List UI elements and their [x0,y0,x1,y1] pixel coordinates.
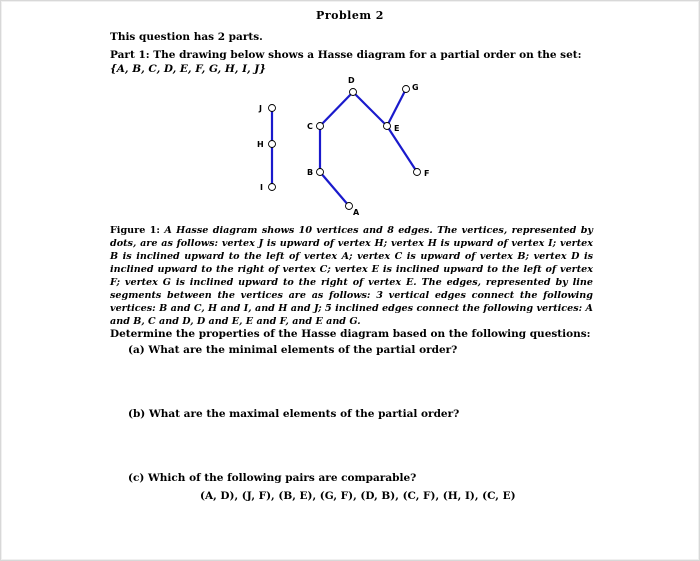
comparable-pairs: (A, D), (J, F), (B, E), (G, F), (D, B), (C, F), (H, I), (C, E) [200,490,516,502]
label-a: A [353,208,360,217]
vertex-e [384,123,391,130]
figure-caption [110,224,593,328]
question-c-label: (c) [128,472,145,484]
question-c-text: Which of the following pairs are comparable? [148,472,417,484]
instruction-text: Determine the properties of the Hasse diagram based on the following questions: [110,328,591,340]
question-b-label: (b) [128,408,146,420]
diagram-labels [257,76,429,217]
label-d: D [348,76,355,85]
edge-a-b [320,172,349,206]
vertex-g [403,86,410,93]
label-h: H [257,140,264,149]
question-a-label: (a) [128,344,145,356]
vertex-i [269,184,276,191]
vertex-d [350,89,357,96]
page-title: Problem 2 [316,9,384,22]
question-a-text: What are the minimal elements of the partial order? [148,344,458,356]
part1-label: Part 1: [110,49,150,61]
label-i: I [260,183,263,192]
intro-text: This question has 2 parts. [110,31,263,43]
label-c: C [307,122,313,131]
vertex-c [317,123,324,130]
label-g: G [412,83,419,92]
edge-e-f [387,126,417,172]
question-b [128,408,459,420]
figure-label: Figure 1: [110,225,160,236]
figure-caption-text: A Hasse diagram shows 10 vertices and 8 edges. The vertices, represented by dots, are as follows: vertex J is upward of vertex H; vertex H is upward of vertex I; vertex B is inclined upward to the left of vertex A; vertex C is upward of vertex B; vertex D is inclined upward to the right of vertex C; vertex E is inclined upward to the left of vertex F; vertex G is inclined upward to the right of vertex E. The edges, represented by line segments between the vertices are as follows: 3 vertical edges connect the following vertices: B and C, H and I, and H and J; 5 inclined edges connect the following vertices: A and B, C and D, D and E, E and F, and E and G. [110,225,593,327]
part1-text: The drawing below shows a Hasse diagram for a partial order on the set: [149,49,582,61]
vertex-set: {A, B, C, D, E, F, G, H, I, J} [110,63,267,75]
label-f: F [424,169,430,178]
edge-e-g [387,89,406,126]
vertex-j [269,105,276,112]
vertex-f [414,169,421,176]
label-j: J [259,104,262,113]
question-c [128,472,416,484]
edge-d-e [353,92,387,126]
vertex-b [317,169,324,176]
question-b-text: What are the maximal elements of the partial order? [148,408,460,420]
vertex-a [346,203,353,210]
label-e: E [394,124,400,133]
label-b: B [307,168,314,177]
diagram-edges [272,89,417,206]
vertex-h [269,141,276,148]
question-a [128,344,457,356]
edge-c-d [320,92,353,126]
